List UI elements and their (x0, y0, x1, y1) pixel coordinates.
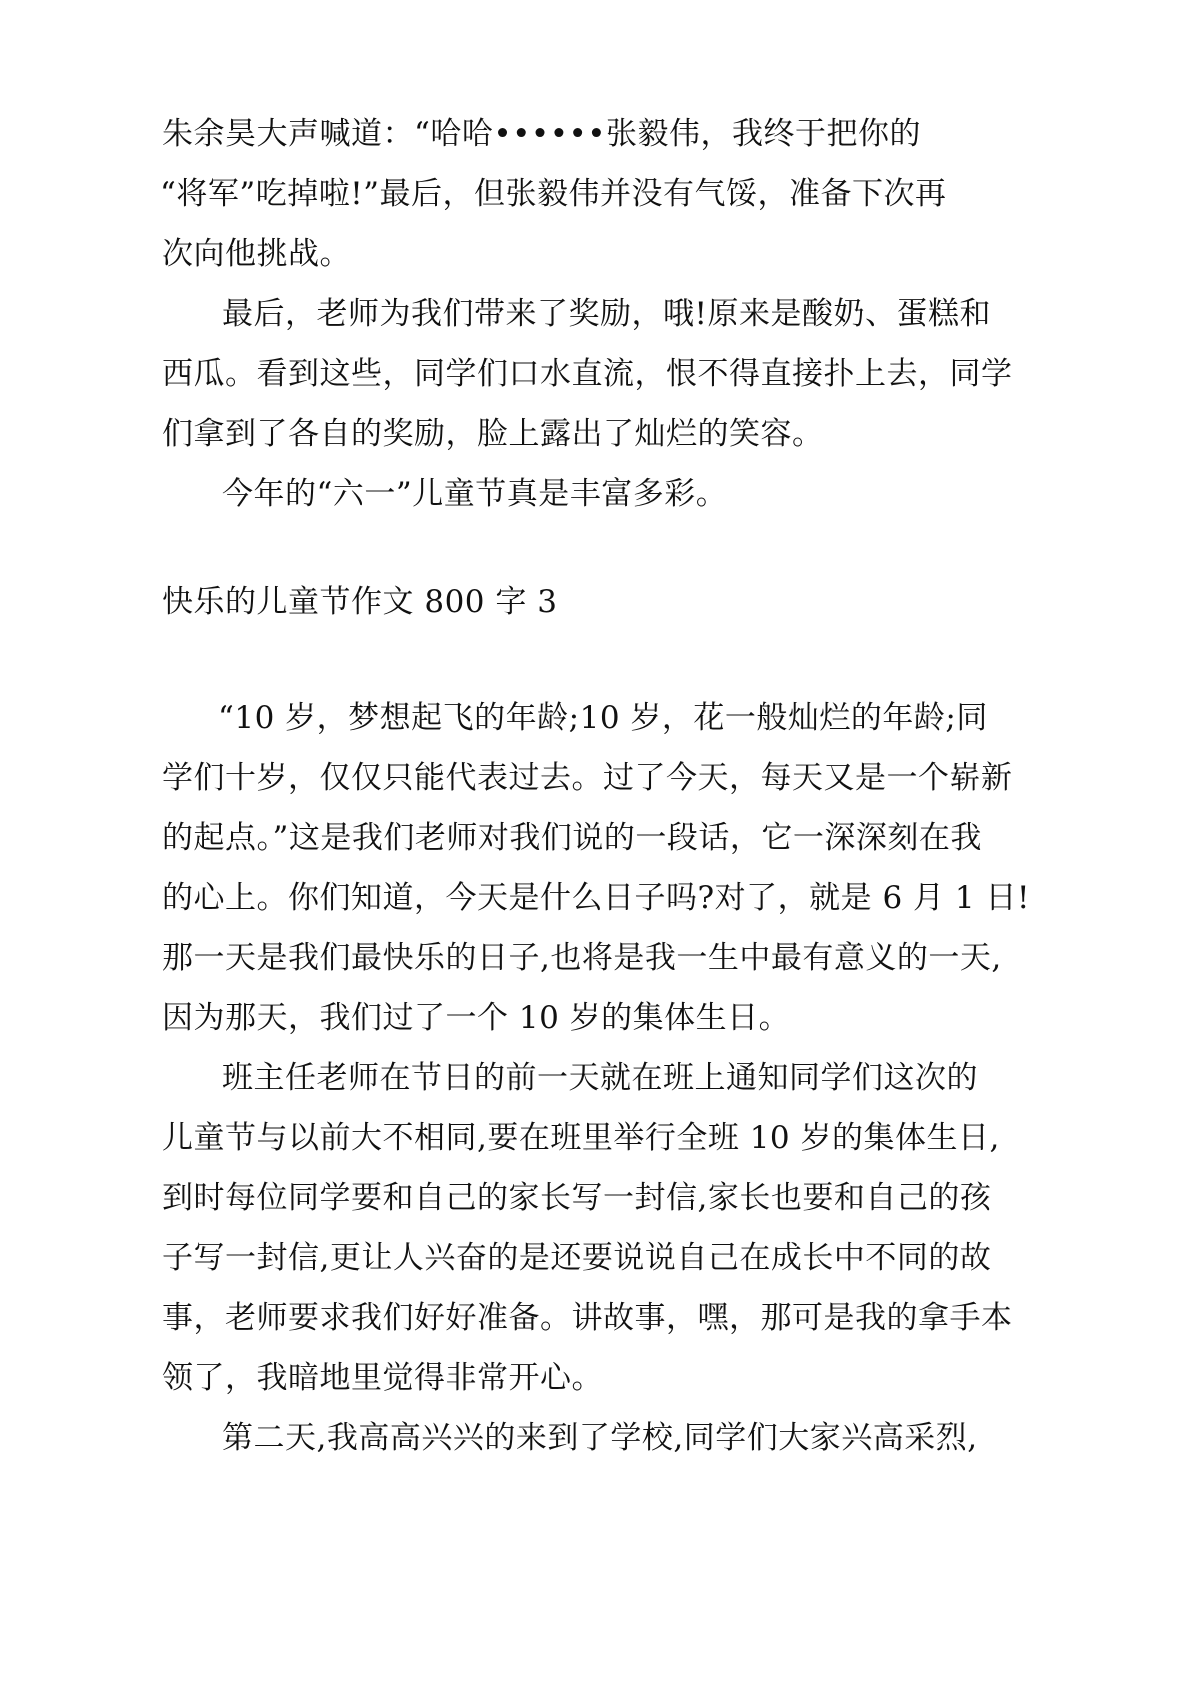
section-heading: 快乐的儿童节作文 800 字 3 (162, 584, 558, 620)
paragraph-2-line-3: 们拿到了各自的奖励，脸上露出了灿烂的笑容。 (162, 416, 824, 452)
paragraph-5-line-1: 班主任老师在节日的前一天就在班上通知同学们这次的 (222, 1060, 978, 1096)
paragraph-5-line-6: 领了，我暗地里觉得非常开心。 (162, 1360, 603, 1396)
paragraph-4-line-3: 的起点。”这是我们老师对我们说的一段话，它一深深刻在我 (162, 820, 982, 856)
paragraph-5-line-2: 儿童节与以前大不相同,要在班里举行全班 10 岁的集体生日, (162, 1120, 1000, 1156)
paragraph-5-line-5: 事，老师要求我们好好准备。讲故事，嘿，那可是我的拿手本 (162, 1300, 1013, 1336)
paragraph-6-line-1: 第二天,我高高兴兴的来到了学校,同学们大家兴高采烈, (222, 1420, 978, 1456)
paragraph-4-line-2: 学们十岁，仅仅只能代表过去。过了今天，每天又是一个崭新 (162, 760, 1013, 796)
paragraph-4-line-5: 那一天是我们最快乐的日子,也将是我一生中最有意义的一天, (162, 940, 1002, 976)
paragraph-5-line-3: 到时每位同学要和自己的家长写一封信,家长也要和自己的孩 (162, 1180, 992, 1216)
paragraph-4-line-1: “10 岁，梦想起飞的年龄;10 岁，花一般灿烂的年龄;同 (218, 700, 988, 736)
paragraph-2-line-2: 西瓜。看到这些，同学们口水直流，恨不得直接扑上去，同学 (162, 356, 1013, 392)
paragraph-4-line-4: 的心上。你们知道，今天是什么日子吗?对了，就是 6 月 1 日! (162, 880, 1030, 916)
paragraph-5-line-4: 子写一封信,更让人兴奋的是还要说说自己在成长中不同的故 (162, 1240, 992, 1276)
paragraph-1-line-3: 次向他挑战。 (162, 236, 351, 272)
paragraph-4-line-6: 因为那天，我们过了一个 10 岁的集体生日。 (162, 1000, 791, 1036)
paragraph-1-line-2: “将军”吃掉啦!”最后，但张毅伟并没有气馁，准备下次再 (160, 176, 947, 212)
paragraph-1-line-1: 朱余昊大声喊道：“哈哈••••••张毅伟，我终于把你的 (162, 116, 922, 152)
paragraph-2-line-1: 最后，老师为我们带来了奖励，哦!原来是酸奶、蛋糕和 (222, 296, 991, 332)
paragraph-3-line-1: 今年的“六一”儿童节真是丰富多彩。 (222, 476, 728, 512)
